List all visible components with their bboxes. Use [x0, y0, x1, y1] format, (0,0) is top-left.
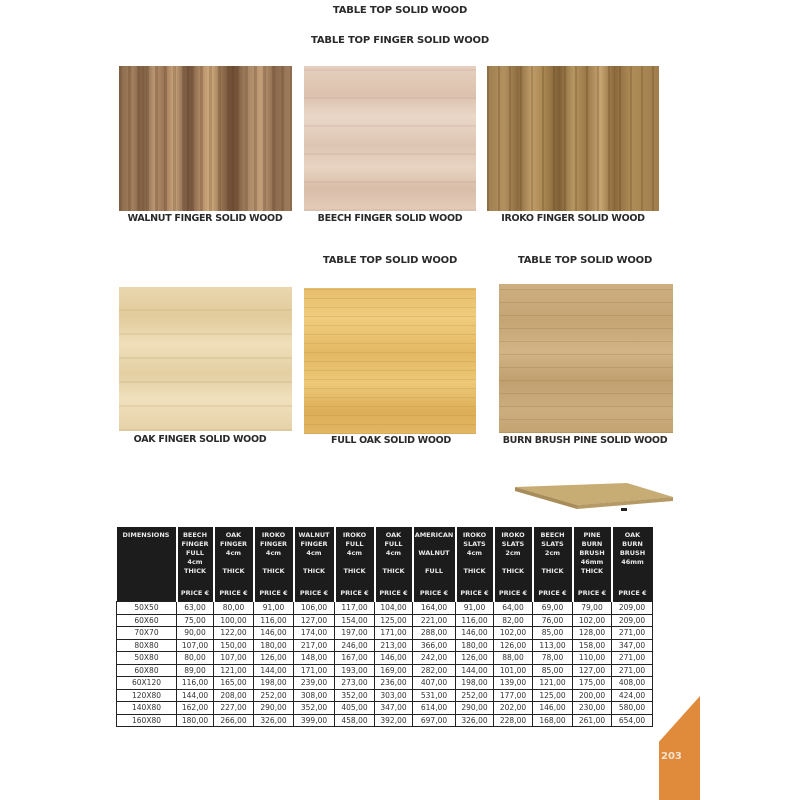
dimension-cell: 120X80 [117, 689, 177, 702]
price-cell: 75,00 [177, 614, 214, 627]
price-cell: 209,00 [612, 614, 653, 627]
price-cell: 150,00 [214, 639, 254, 652]
price-cell: 347,00 [612, 639, 653, 652]
column-header: PINE BURN BRUSH 46mm THICK PRICE € [573, 527, 612, 602]
price-cell: 154,00 [335, 614, 375, 627]
dimension-cell: 50X50 [117, 602, 177, 615]
price-cell: 121,00 [533, 677, 573, 690]
price-cell: 116,00 [177, 677, 214, 690]
price-cell: 78,00 [533, 652, 573, 665]
price-cell: 85,00 [533, 627, 573, 640]
price-cell: 80,00 [177, 652, 214, 665]
price-cell: 139,00 [494, 677, 533, 690]
price-cell: 202,00 [494, 702, 533, 715]
price-cell: 614,00 [413, 702, 456, 715]
price-cell: 303,00 [375, 689, 413, 702]
price-cell: 171,00 [294, 664, 335, 677]
swatch-walnut-finger [119, 66, 292, 211]
table-row [117, 677, 653, 690]
price-cell: 76,00 [533, 614, 573, 627]
price-cell: 213,00 [375, 639, 413, 652]
price-cell: 82,00 [494, 614, 533, 627]
price-cell: 175,00 [573, 677, 612, 690]
table-row [117, 639, 653, 652]
price-cell: 148,00 [294, 652, 335, 665]
table-row [117, 627, 653, 640]
price-cell: 221,00 [413, 614, 456, 627]
price-cell: 326,00 [254, 714, 294, 727]
price-cell: 165,00 [214, 677, 254, 690]
price-cell: 113,00 [533, 639, 573, 652]
price-cell: 266,00 [214, 714, 254, 727]
price-cell: 271,00 [612, 652, 653, 665]
price-cell: 198,00 [456, 677, 494, 690]
price-cell: 282,00 [413, 664, 456, 677]
price-cell: 271,00 [612, 664, 653, 677]
price-cell: 273,00 [335, 677, 375, 690]
dimension-cell: 60X60 [117, 614, 177, 627]
column-header: OAK FULL 4cm THICK PRICE € [375, 527, 413, 602]
price-cell: 399,00 [294, 714, 335, 727]
swatch-caption: IROKO FINGER SOLID WOOD [501, 213, 645, 224]
price-cell: 169,00 [375, 664, 413, 677]
price-cell: 227,00 [214, 702, 254, 715]
price-cell: 158,00 [573, 639, 612, 652]
swatch-iroko-finger [487, 66, 659, 211]
column-header: OAK FINGER 4cm THICK PRICE € [214, 527, 254, 602]
price-cell: 288,00 [413, 627, 456, 640]
price-table [116, 527, 653, 727]
price-cell: 252,00 [456, 689, 494, 702]
price-cell: 104,00 [375, 602, 413, 615]
table-header-row [117, 527, 653, 602]
price-cell: 107,00 [214, 652, 254, 665]
price-cell: 197,00 [335, 627, 375, 640]
page-number: 203 [661, 751, 682, 762]
price-cell: 122,00 [214, 627, 254, 640]
page-tab [659, 696, 700, 800]
price-cell: 101,00 [494, 664, 533, 677]
column-header: BEECH SLATS 2cm THICK PRICE € [533, 527, 573, 602]
solid-section-title: TABLE TOP SOLID WOOD [322, 255, 458, 266]
price-cell: 116,00 [456, 614, 494, 627]
price-cell: 424,00 [612, 689, 653, 702]
price-cell: 239,00 [294, 677, 335, 690]
price-cell: 531,00 [413, 689, 456, 702]
price-cell: 110,00 [573, 652, 612, 665]
column-header-dimensions: DIMENSIONS [117, 527, 177, 602]
price-cell: 144,00 [456, 664, 494, 677]
price-cell: 352,00 [294, 702, 335, 715]
price-cell: 126,00 [456, 652, 494, 665]
price-cell: 125,00 [375, 614, 413, 627]
column-header: WALNUT FINGER 4cm THICK PRICE € [294, 527, 335, 602]
price-cell: 146,00 [254, 627, 294, 640]
column-header: IROKO SLATS 4cm THICK PRICE € [456, 527, 494, 602]
price-cell: 352,00 [335, 689, 375, 702]
price-cell: 127,00 [573, 664, 612, 677]
table-row [117, 664, 653, 677]
price-cell: 144,00 [254, 664, 294, 677]
dimension-cell: 50X80 [117, 652, 177, 665]
price-cell: 290,00 [254, 702, 294, 715]
price-cell: 193,00 [335, 664, 375, 677]
price-cell: 217,00 [294, 639, 335, 652]
price-cell: 127,00 [294, 614, 335, 627]
price-cell: 85,00 [533, 664, 573, 677]
price-cell: 102,00 [573, 614, 612, 627]
price-cell: 128,00 [573, 627, 612, 640]
price-cell: 88,00 [494, 652, 533, 665]
column-header: IROKO FINGER 4cm THICK PRICE € [254, 527, 294, 602]
price-cell: 458,00 [335, 714, 375, 727]
price-cell: 180,00 [254, 639, 294, 652]
price-cell: 580,00 [612, 702, 653, 715]
table-row [117, 652, 653, 665]
table-row [117, 614, 653, 627]
price-cell: 116,00 [254, 614, 294, 627]
price-cell: 246,00 [335, 639, 375, 652]
price-cell: 347,00 [375, 702, 413, 715]
price-cell: 171,00 [375, 627, 413, 640]
swatch-beech-finger [304, 66, 476, 211]
price-cell: 162,00 [177, 702, 214, 715]
solid-section-title: TABLE TOP SOLID WOOD [517, 255, 653, 266]
price-cell: 407,00 [413, 677, 456, 690]
price-cell: 146,00 [375, 652, 413, 665]
price-cell: 167,00 [335, 652, 375, 665]
finger-section-title: TABLE TOP FINGER SOLID WOOD [311, 35, 489, 46]
swatch-oak-finger [119, 287, 292, 431]
swatch-caption: OAK FINGER SOLID WOOD [133, 434, 267, 445]
dimension-cell: 70X70 [117, 627, 177, 640]
price-cell: 308,00 [294, 689, 335, 702]
swatch-full-oak [304, 288, 476, 434]
column-header: AMERICAN WALNUT FULL PRICE € [413, 527, 456, 602]
swatch-burn-brush-pine [499, 284, 673, 433]
price-cell: 271,00 [612, 627, 653, 640]
price-cell: 405,00 [335, 702, 375, 715]
price-cell: 290,00 [456, 702, 494, 715]
price-cell: 392,00 [375, 714, 413, 727]
dimension-cell: 60X80 [117, 664, 177, 677]
column-header: BEECH FINGER FULL 4cm THICK PRICE € [177, 527, 214, 602]
page-title: TABLE TOP SOLID WOOD [332, 5, 468, 16]
dimension-cell: 60X120 [117, 677, 177, 690]
table-row [117, 689, 653, 702]
price-cell: 230,00 [573, 702, 612, 715]
price-cell: 125,00 [533, 689, 573, 702]
swatch-caption: WALNUT FINGER SOLID WOOD [127, 213, 283, 224]
price-cell: 236,00 [375, 677, 413, 690]
price-cell: 117,00 [335, 602, 375, 615]
price-cell: 144,00 [177, 689, 214, 702]
price-cell: 91,00 [456, 602, 494, 615]
price-cell: 79,00 [573, 602, 612, 615]
swatch-caption: BURN BRUSH PINE SOLID WOOD [502, 435, 668, 446]
price-cell: 697,00 [413, 714, 456, 727]
price-cell: 126,00 [494, 639, 533, 652]
price-cell: 200,00 [573, 689, 612, 702]
price-cell: 102,00 [494, 627, 533, 640]
swatch-caption: FULL OAK SOLID WOOD [331, 435, 451, 446]
table-row [117, 702, 653, 715]
price-cell: 80,00 [214, 602, 254, 615]
price-cell: 242,00 [413, 652, 456, 665]
price-cell: 146,00 [456, 627, 494, 640]
swatch-caption: BEECH FINGER SOLID WOOD [317, 213, 463, 224]
price-cell: 174,00 [294, 627, 335, 640]
price-cell: 208,00 [214, 689, 254, 702]
price-cell: 228,00 [494, 714, 533, 727]
price-cell: 366,00 [413, 639, 456, 652]
price-cell: 91,00 [254, 602, 294, 615]
price-cell: 121,00 [214, 664, 254, 677]
price-cell: 89,00 [177, 664, 214, 677]
table-row [117, 602, 653, 615]
price-cell: 209,00 [612, 602, 653, 615]
price-cell: 107,00 [177, 639, 214, 652]
tabletop-illustration [507, 479, 677, 511]
price-cell: 164,00 [413, 602, 456, 615]
price-cell: 408,00 [612, 677, 653, 690]
price-cell: 180,00 [456, 639, 494, 652]
price-cell: 252,00 [254, 689, 294, 702]
price-cell: 63,00 [177, 602, 214, 615]
price-cell: 168,00 [533, 714, 573, 727]
price-cell: 654,00 [612, 714, 653, 727]
price-cell: 326,00 [456, 714, 494, 727]
column-header: OAK BURN BRUSH 46mm PRICE € [612, 527, 653, 602]
price-cell: 146,00 [533, 702, 573, 715]
price-cell: 180,00 [177, 714, 214, 727]
dimension-cell: 80X80 [117, 639, 177, 652]
price-cell: 64,00 [494, 602, 533, 615]
price-cell: 100,00 [214, 614, 254, 627]
price-cell: 177,00 [494, 689, 533, 702]
price-cell: 90,00 [177, 627, 214, 640]
price-cell: 261,00 [573, 714, 612, 727]
column-header: IROKO FULL 4cm THICK PRICE € [335, 527, 375, 602]
dimension-cell: 140X80 [117, 702, 177, 715]
dimension-cell: 160X80 [117, 714, 177, 727]
price-cell: 106,00 [294, 602, 335, 615]
price-cell: 198,00 [254, 677, 294, 690]
price-cell: 126,00 [254, 652, 294, 665]
column-header: IROKO SLATS 2cm THICK PRICE € [494, 527, 533, 602]
price-cell: 69,00 [533, 602, 573, 615]
table-row [117, 714, 653, 727]
